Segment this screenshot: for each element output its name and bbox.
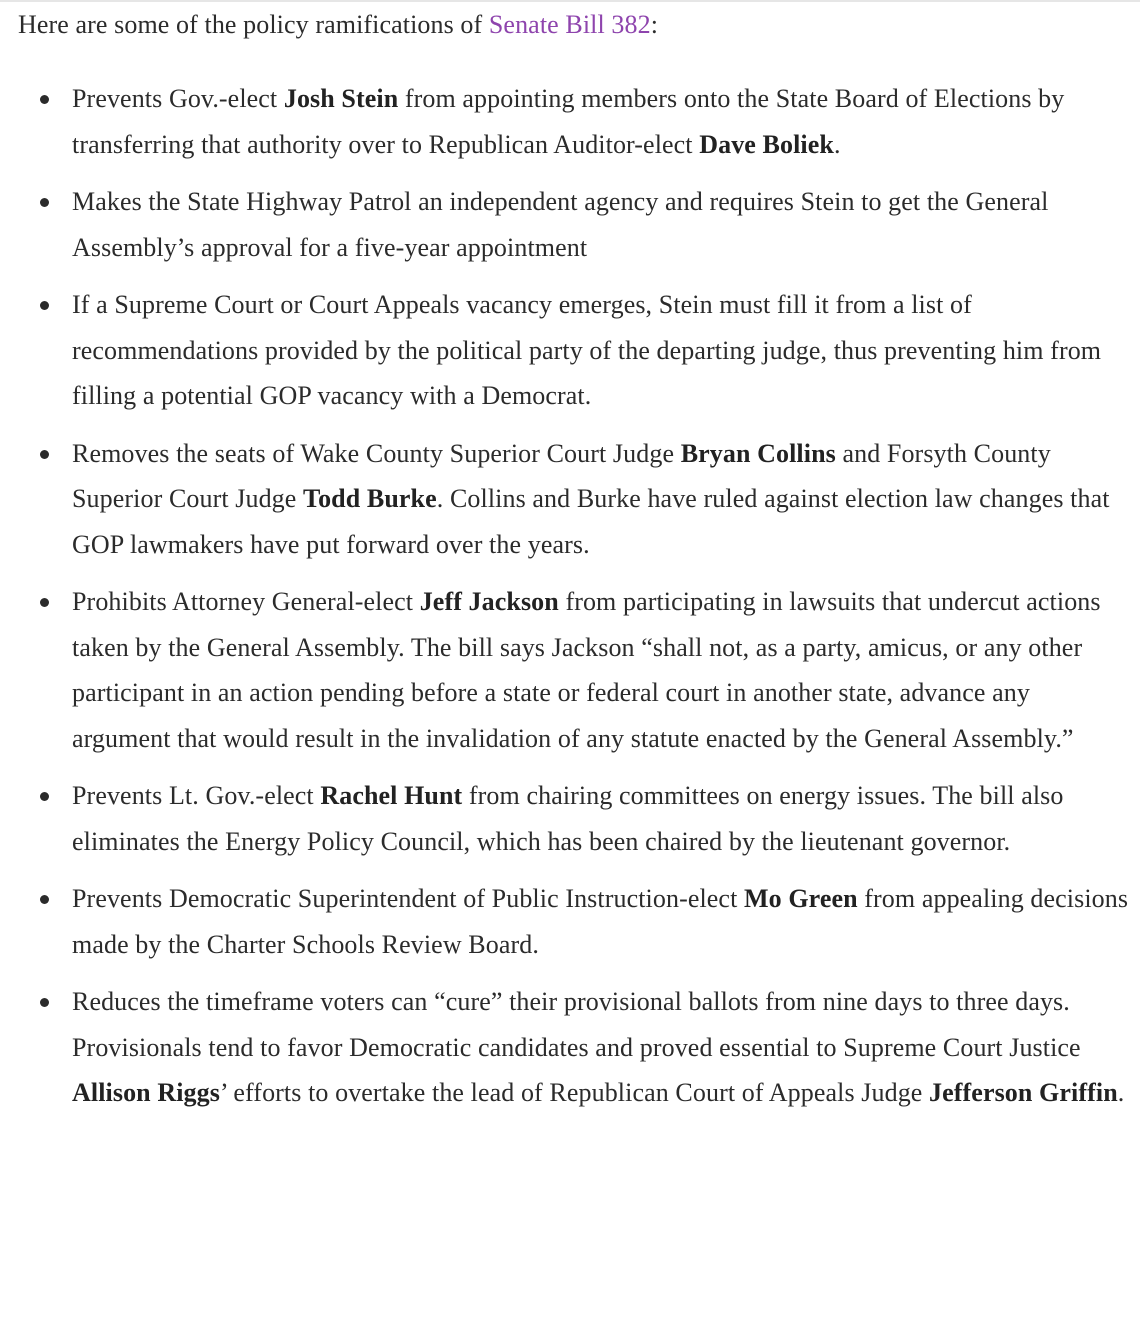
list-item: Prohibits Attorney General-elect Jeff Jackson from participating in lawsuits that undercut actions taken by the General Assembly. The bill says Jackson “shall not, as a party, amicus, or any other participant in an action pending before a state or federal court in another state, advance any argument that would result in the invalidation of any statute enacted by the General Assembly.” xyxy=(18,579,1130,761)
person-name: Allison Riggs xyxy=(72,1078,220,1107)
bullet-icon xyxy=(40,301,49,310)
person-name: Mo Green xyxy=(744,884,858,913)
bullet-icon xyxy=(40,450,49,459)
senate-bill-link[interactable]: Senate Bill 382 xyxy=(488,10,651,39)
person-name: Jefferson Griffin xyxy=(929,1078,1118,1107)
list-item: Prevents Gov.-elect Josh Stein from appointing members onto the State Board of Elections by transferring that authority over to Republican Auditor-elect Dave Boliek. xyxy=(18,76,1130,167)
person-name: Bryan Collins xyxy=(680,438,836,468)
bullet-icon xyxy=(40,998,49,1007)
bullet-icon xyxy=(40,598,49,607)
person-name: Todd Burke xyxy=(303,484,437,513)
intro-paragraph xyxy=(18,0,1130,48)
bullet-icon xyxy=(40,792,49,801)
bullet-icon xyxy=(40,95,49,104)
intro-suffix: : xyxy=(650,10,659,39)
ramifications-list xyxy=(18,76,1130,1116)
list-item: Prevents Lt. Gov.-elect Rachel Hunt from chairing committees on energy issues. The bill also eliminates the Energy Policy Council, which has been chaired by the lieutenant governor. xyxy=(18,773,1130,864)
list-item: Reduces the timeframe voters can “cure” their provisional ballots from nine days to three days. Provisionals tend to favor Democratic candidates and proved essential to Supreme Court Justice Allison Riggs’ efforts to overtake the lead of Republican Court of Appeals Judge Jefferson Griffin. xyxy=(18,979,1130,1116)
intro-prefix: Here are some of the policy ramifications of xyxy=(18,10,489,39)
list-item: If a Supreme Court or Court Appeals vacancy emerges, Stein must fill it from a list of recommendations provided by the political party of the departing judge, thus preventing him from filling a potential GOP vacancy with a Democrat. xyxy=(18,282,1130,419)
list-item: Makes the State Highway Patrol an independent agency and requires Stein to get the General Assembly’s approval for a five-year appointment xyxy=(18,179,1130,270)
person-name: Josh Stein xyxy=(283,84,399,113)
person-name: Rachel Hunt xyxy=(320,781,463,810)
article-body xyxy=(18,0,1130,1128)
person-name: Dave Boliek xyxy=(699,129,834,159)
bullet-icon xyxy=(40,895,49,904)
person-name: Jeff Jackson xyxy=(419,587,559,616)
list-item: Removes the seats of Wake County Superior Court Judge Bryan Collins and Forsyth County Superior Court Judge Todd Burke. Collins and Burke have ruled against election law changes that GOP lawmakers have put forward over the years. xyxy=(18,431,1130,568)
list-item: Prevents Democratic Superintendent of Public Instruction-elect Mo Green from appealing decisions made by the Charter Schools Review Board. xyxy=(18,876,1130,967)
bullet-icon xyxy=(40,198,49,207)
